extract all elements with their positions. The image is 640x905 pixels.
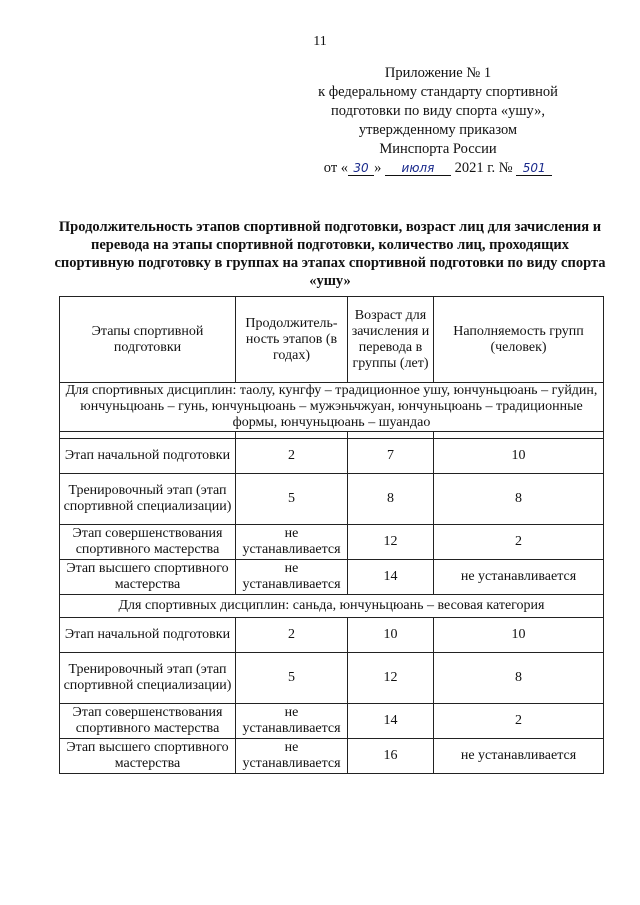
order-month-handwritten: июля: [385, 161, 451, 176]
cell-fill: 2: [434, 704, 604, 739]
order-number-handwritten: 501: [516, 161, 552, 176]
order-date-mid: »: [374, 160, 382, 176]
document-title: Продолжительность этапов спортивной подготовки, возраст лиц для зачисления и перевода на этапы спортивной подготовки, количество лиц, проходящих спортивную подготовку в группах на этапах спортивной подготовки по виду спорта «ушу»: [54, 219, 606, 289]
cell-fill: не устанавливается: [434, 560, 604, 595]
cell-fill: 10: [434, 618, 604, 653]
appendix-line: подготовки по виду спорта «ушу»,: [330, 103, 545, 119]
order-date-line: [288, 159, 588, 178]
header-fill: Наполняемость групп (человек): [434, 297, 604, 383]
table-row: [60, 653, 604, 704]
cell-stage: Этап начальной подготовки: [60, 439, 236, 474]
group-title: Для спортивных дисциплин: таолу, кунгфу – традиционное ушу, юнчуньцюань – гуйдин, юнчуньцюань – гунь, юнчуньцюань – мужэньчжуан, юнчуньцюань – традиционные формы, юнчуньцюань – шуандао: [60, 383, 604, 432]
cell-stage: Этап начальной подготовки: [60, 618, 236, 653]
cell-fill: 8: [434, 474, 604, 525]
cell-duration: не устанавливается: [236, 560, 348, 595]
cell-stage: Этап высшего спортивного мастерства: [60, 739, 236, 774]
appendix-line: Минспорта России: [379, 141, 497, 157]
order-day-handwritten: 30: [348, 161, 374, 176]
table-row: [60, 560, 604, 595]
cell-age: 7: [348, 439, 434, 474]
group-row: [60, 383, 604, 432]
cell-duration: не устанавливается: [236, 739, 348, 774]
page-number: 11: [313, 34, 327, 49]
table-row: [60, 474, 604, 525]
appendix-line: к федеральному стандарту спортивной: [318, 84, 558, 100]
group-row: [60, 595, 604, 618]
cell-duration: 5: [236, 474, 348, 525]
cell-fill: 10: [434, 439, 604, 474]
cell-stage: Этап совершенствования спортивного мастерства: [60, 525, 236, 560]
appendix-line: Приложение № 1: [384, 65, 492, 81]
table-header-row: [60, 297, 604, 383]
cell-duration: не устанавливается: [236, 525, 348, 560]
table-row: [60, 618, 604, 653]
appendix-line: утвержденному приказом: [358, 122, 518, 138]
cell-duration: 5: [236, 653, 348, 704]
cell-stage: Тренировочный этап (этап спортивной специализации): [60, 653, 236, 704]
table-row: [60, 525, 604, 560]
header-duration: Продолжитель-ность этапов (в годах): [236, 297, 348, 383]
cell-age: 10: [348, 618, 434, 653]
table-row: [60, 704, 604, 739]
cell-age: 12: [348, 525, 434, 560]
header-stage: Этапы спортивной подготовки: [60, 297, 236, 383]
order-year: 2021 г. №: [454, 160, 513, 176]
cell-stage: Этап совершенствования спортивного мастерства: [60, 704, 236, 739]
cell-stage: Тренировочный этап (этап спортивной специализации): [60, 474, 236, 525]
cell-fill: 8: [434, 653, 604, 704]
appendix-block: [288, 64, 588, 178]
cell-age: 16: [348, 739, 434, 774]
table-row: [60, 739, 604, 774]
table-row: [60, 439, 604, 474]
cell-stage: Этап высшего спортивного мастерства: [60, 560, 236, 595]
spacer-row: [60, 432, 604, 439]
cell-duration: 2: [236, 618, 348, 653]
cell-age: 14: [348, 560, 434, 595]
cell-age: 12: [348, 653, 434, 704]
cell-age: 8: [348, 474, 434, 525]
stages-table: [59, 296, 604, 774]
cell-age: 14: [348, 704, 434, 739]
cell-duration: 2: [236, 439, 348, 474]
cell-duration: не устанавливается: [236, 704, 348, 739]
cell-fill: 2: [434, 525, 604, 560]
header-age: Возраст для зачисления и перевода в группы (лет): [348, 297, 434, 383]
order-date-prefix: от «: [323, 160, 349, 176]
group-title: Для спортивных дисциплин: саньда, юнчуньцюань – весовая категория: [60, 595, 604, 618]
cell-fill: не устанавливается: [434, 739, 604, 774]
